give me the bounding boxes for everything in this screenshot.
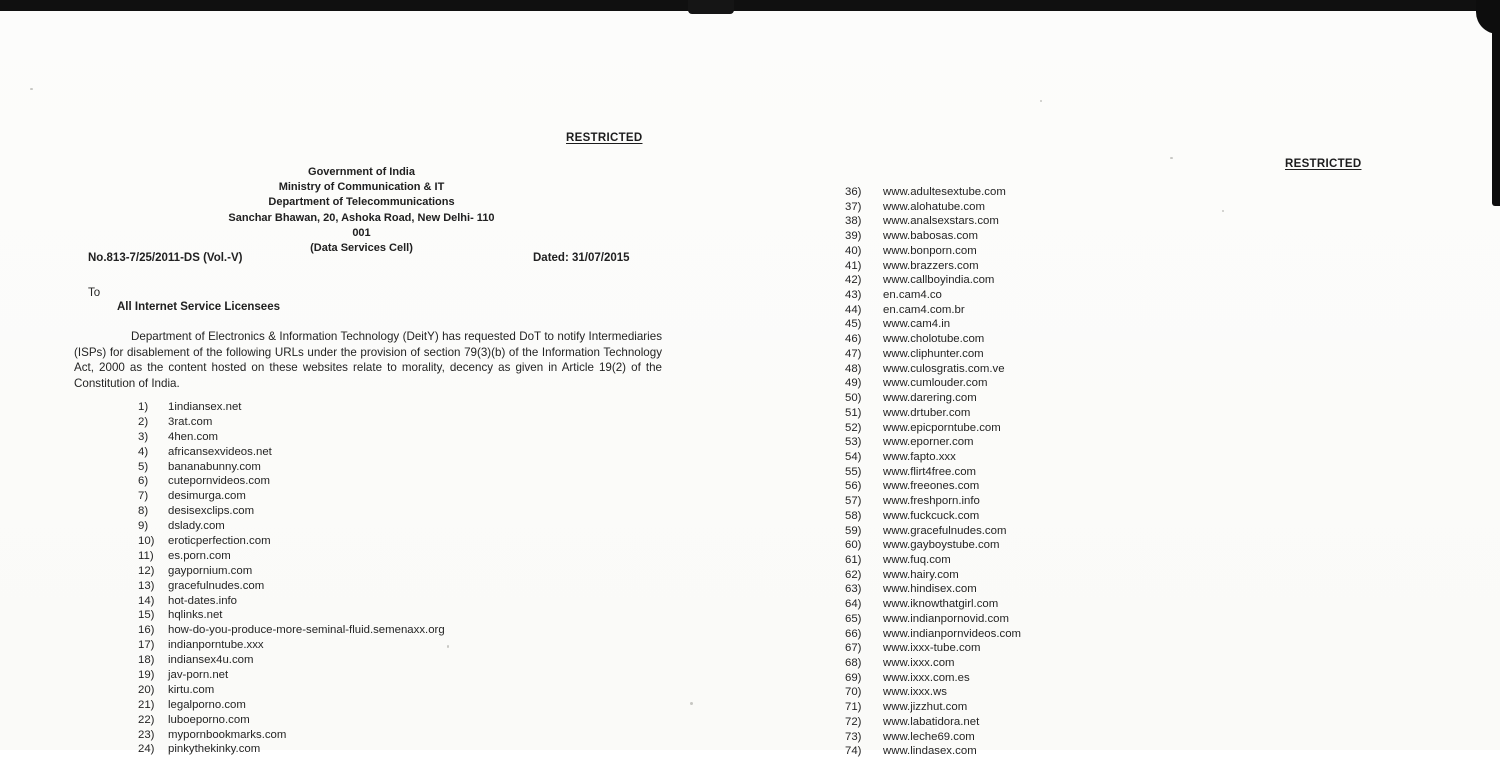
list-item-url: indianporntube.xxx xyxy=(168,639,264,652)
list-item-number: 50) xyxy=(845,392,862,405)
list-item-number: 2) xyxy=(138,415,149,428)
list-item-number: 62) xyxy=(845,568,862,581)
list-item-number: 52) xyxy=(845,421,862,434)
list-item-url: www.gayboystube.com xyxy=(883,539,1000,552)
list-item-number: 7) xyxy=(138,490,149,503)
list-item xyxy=(138,416,658,431)
date-line: Dated: 31/07/2015 xyxy=(533,252,630,264)
list-item xyxy=(845,436,1265,451)
list-item-url: www.analsexstars.com xyxy=(883,215,999,228)
list-item-number: 58) xyxy=(845,509,862,522)
letterhead-line-department: Department of Telecommunications xyxy=(268,196,455,209)
list-item-number: 60) xyxy=(845,539,862,552)
list-item xyxy=(845,642,1265,657)
letterhead-line-ministry: Ministry of Communication & IT xyxy=(278,181,445,194)
list-item-number: 14) xyxy=(138,594,155,607)
list-item xyxy=(845,363,1265,378)
list-item-url: www.ixxx.ws xyxy=(883,686,947,699)
scan-speck xyxy=(690,702,693,705)
list-item-number: 3) xyxy=(138,430,149,443)
list-item-url: www.cam4.in xyxy=(883,318,951,331)
list-item-url: www.leche69.com xyxy=(883,730,975,743)
list-item-number: 56) xyxy=(845,480,862,493)
list-item-url: www.drtuber.com xyxy=(883,406,971,419)
list-item-url: www.gracefulnudes.com xyxy=(883,524,1007,537)
list-item-url: indiansex4u.com xyxy=(168,654,254,667)
list-item-url: es.porn.com xyxy=(168,549,231,562)
list-item-number: 72) xyxy=(845,715,862,728)
list-item-number: 73) xyxy=(845,730,862,743)
list-item-url: www.labatidora.net xyxy=(883,715,980,728)
list-item xyxy=(845,657,1265,672)
list-item xyxy=(845,525,1265,540)
list-item xyxy=(138,624,658,639)
list-item-number: 61) xyxy=(845,553,862,566)
list-item xyxy=(845,466,1265,481)
list-item xyxy=(845,215,1265,230)
list-item-number: 1) xyxy=(138,401,149,413)
list-item-number: 48) xyxy=(845,362,862,375)
list-item-url: www.indianpornvideos.com xyxy=(883,627,1022,640)
list-item-url: legalporno.com xyxy=(168,698,246,711)
list-item-number: 13) xyxy=(138,579,155,592)
list-item-number: 36) xyxy=(845,186,862,198)
list-item xyxy=(845,731,1265,746)
list-item-url: www.hindisex.com xyxy=(883,583,977,596)
list-item xyxy=(845,289,1265,304)
list-item xyxy=(138,505,658,520)
list-item-url: 4hen.com xyxy=(168,430,219,443)
list-item-url: www.fuq.com xyxy=(883,553,951,566)
list-item-url: pinkythekinky.com xyxy=(168,743,261,756)
list-item-number: 16) xyxy=(138,624,155,637)
list-item xyxy=(845,613,1265,628)
list-item-url: luboeporno.com xyxy=(168,713,250,726)
list-item xyxy=(845,422,1265,437)
list-item-url: desimurga.com xyxy=(168,490,246,503)
list-item-url: hqlinks.net xyxy=(168,609,223,622)
list-item-url: 3rat.com xyxy=(168,415,213,428)
list-item-url: www.callboyindia.com xyxy=(883,274,995,287)
list-item-url: www.hairy.com xyxy=(883,568,959,581)
list-item xyxy=(845,569,1265,584)
list-item-number: 42) xyxy=(845,274,862,287)
list-item xyxy=(138,714,658,729)
list-item-url: en.cam4.co xyxy=(883,289,942,302)
list-item xyxy=(138,520,658,535)
list-item-number: 18) xyxy=(138,654,155,667)
list-item-url: www.flirt4free.com xyxy=(883,465,977,478)
list-item xyxy=(138,550,658,565)
list-item-number: 38) xyxy=(845,215,862,228)
list-item xyxy=(845,333,1265,348)
list-item-url: desisexclips.com xyxy=(168,505,255,518)
list-item xyxy=(138,565,658,580)
list-item-number: 69) xyxy=(845,671,862,684)
list-item-number: 44) xyxy=(845,303,862,316)
list-item-url: en.cam4.com.br xyxy=(883,303,965,316)
list-item-url: cutepornvideos.com xyxy=(168,475,270,488)
list-item xyxy=(138,699,658,714)
list-item-number: 53) xyxy=(845,436,862,449)
list-item-url: www.adultesextube.com xyxy=(883,186,1006,198)
list-item xyxy=(138,669,658,684)
list-item xyxy=(138,446,658,461)
list-item-number: 15) xyxy=(138,609,155,622)
list-item xyxy=(845,392,1265,407)
list-item-url: www.indianpornovid.com xyxy=(883,612,1009,625)
list-item-number: 17) xyxy=(138,639,155,652)
list-item xyxy=(845,583,1265,598)
list-item xyxy=(845,745,1265,760)
list-item xyxy=(138,580,658,595)
list-item-number: 5) xyxy=(138,460,149,473)
list-item xyxy=(845,539,1265,554)
scan-speck xyxy=(1170,157,1173,159)
list-item-number: 23) xyxy=(138,728,155,741)
list-item xyxy=(845,628,1265,643)
list-item-number: 59) xyxy=(845,524,862,537)
list-item-url: mypornbookmarks.com xyxy=(168,728,287,741)
list-item-number: 63) xyxy=(845,583,862,596)
list-item-url: www.babosas.com xyxy=(883,230,978,243)
list-item-url: www.freshporn.info xyxy=(883,495,980,508)
list-item-url: africansexvideos.net xyxy=(168,445,272,458)
list-item-number: 37) xyxy=(845,200,862,213)
list-item-url: www.fapto.xxx xyxy=(883,450,956,463)
list-item xyxy=(138,639,658,654)
list-item xyxy=(845,716,1265,731)
list-item-url: www.ixxx.com xyxy=(883,657,955,669)
list-item xyxy=(845,407,1265,422)
list-item-number: 64) xyxy=(845,598,862,611)
list-item-url: gracefulnudes.com xyxy=(168,579,265,592)
letterhead-line-cell: (Data Services Cell) xyxy=(310,242,413,255)
list-item-url: www.jizzhut.com xyxy=(883,701,968,714)
list-item-number: 40) xyxy=(845,244,862,257)
list-item-number: 46) xyxy=(845,333,862,346)
list-item-number: 10) xyxy=(138,535,155,548)
list-item-url: dslady.com xyxy=(168,520,225,533)
list-item-number: 43) xyxy=(845,289,862,302)
list-item xyxy=(845,201,1265,216)
scanner-edge-blob xyxy=(688,0,734,14)
list-item xyxy=(845,348,1265,363)
list-item xyxy=(138,595,658,610)
list-item xyxy=(845,495,1265,510)
list-item xyxy=(138,461,658,476)
list-item xyxy=(845,480,1265,495)
list-item xyxy=(845,701,1265,716)
list-item xyxy=(138,743,658,758)
list-item-number: 4) xyxy=(138,445,149,458)
list-item-number: 11) xyxy=(138,549,154,562)
list-item-number: 21) xyxy=(138,698,155,711)
url-list-page1 xyxy=(138,401,658,758)
classification-stamp-page2: RESTRICTED xyxy=(1285,158,1362,170)
list-item-number: 12) xyxy=(138,564,155,577)
list-item xyxy=(845,377,1265,392)
list-item xyxy=(845,318,1265,333)
list-item-url: eroticperfection.com xyxy=(168,535,271,548)
list-item xyxy=(845,186,1265,201)
list-item-url: www.cholotube.com xyxy=(883,333,985,346)
list-item-url: www.epicporntube.com xyxy=(883,421,1001,434)
list-item xyxy=(845,274,1265,289)
list-item-number: 24) xyxy=(138,743,155,756)
list-item-number: 41) xyxy=(845,259,862,272)
list-item-number: 54) xyxy=(845,450,862,463)
list-item xyxy=(138,401,658,416)
list-item-url: www.freeones.com xyxy=(883,480,980,493)
list-item-number: 55) xyxy=(845,465,862,478)
list-item-number: 66) xyxy=(845,627,862,640)
list-item-number: 39) xyxy=(845,230,862,243)
list-item xyxy=(138,654,658,669)
addressee: All Internet Service Licensees xyxy=(117,301,280,313)
list-item-number: 57) xyxy=(845,495,862,508)
list-item-number: 71) xyxy=(845,701,862,714)
list-item-url: www.darering.com xyxy=(883,392,977,405)
list-item-url: jav-porn.net xyxy=(168,669,229,682)
list-item xyxy=(138,490,658,505)
letterhead-line-govt: Government of India xyxy=(308,166,415,178)
list-item-number: 19) xyxy=(138,669,155,682)
list-item-url: www.alohatube.com xyxy=(883,200,985,213)
list-item xyxy=(845,245,1265,260)
list-item-url: www.lindasex.com xyxy=(883,745,977,758)
scan-speck xyxy=(1040,100,1042,102)
letterhead-line-address: Sanchar Bhawan, 20, Ashoka Road, New Delhi- 110 001 xyxy=(228,211,495,239)
list-item-number: 22) xyxy=(138,713,155,726)
list-item xyxy=(845,304,1265,319)
list-item-number: 67) xyxy=(845,642,862,655)
scanner-edge-right xyxy=(1492,0,1500,206)
scanner-edge-top xyxy=(0,0,1500,11)
letterhead xyxy=(225,165,498,256)
list-item-number: 47) xyxy=(845,347,862,360)
list-item-number: 9) xyxy=(138,520,149,533)
list-item-url: www.eporner.com xyxy=(883,436,974,449)
list-item xyxy=(845,554,1265,569)
list-item xyxy=(845,686,1265,701)
list-item-url: 1indiansex.net xyxy=(168,401,242,413)
list-item-url: bananabunny.com xyxy=(168,460,261,473)
classification-stamp-page1: RESTRICTED xyxy=(566,132,643,144)
list-item-number: 51) xyxy=(845,406,862,419)
list-item-number: 70) xyxy=(845,686,862,699)
body-paragraph: Department of Electronics & Information Technology (DeitY) has requested DoT to notify Intermediaries (ISPs) for disablement of the following URLs under the provision of section 79(3)(b) of the Information Technology Act, 2000 as the content hosted on these websites relate to morality, decency as given in Article 19(2) of the Constitution of India. xyxy=(74,330,662,391)
list-item-url: www.brazzers.com xyxy=(883,259,979,272)
list-item-url: www.cumlouder.com xyxy=(883,377,988,390)
salutation: To xyxy=(88,287,101,299)
scan-speck xyxy=(30,88,33,90)
list-item-number: 8) xyxy=(138,505,149,518)
list-item-url: www.iknowthatgirl.com xyxy=(883,598,999,611)
url-list-page2 xyxy=(845,186,1265,760)
list-item xyxy=(138,535,658,550)
list-item xyxy=(845,510,1265,525)
list-item-number: 65) xyxy=(845,612,862,625)
list-item xyxy=(138,684,658,699)
list-item-number: 45) xyxy=(845,318,862,331)
list-item xyxy=(845,672,1265,687)
list-item xyxy=(845,260,1265,275)
list-item xyxy=(845,451,1265,466)
list-item-number: 49) xyxy=(845,377,862,390)
list-item-number: 74) xyxy=(845,745,862,758)
reference-number: No.813-7/25/2011-DS (Vol.-V) xyxy=(88,252,243,264)
list-item-url: www.ixxx-tube.com xyxy=(883,642,981,655)
list-item-url: www.culosgratis.com.ve xyxy=(883,362,1005,375)
list-item-url: www.cliphunter.com xyxy=(883,347,984,360)
list-item xyxy=(138,729,658,744)
list-item-number: 6) xyxy=(138,475,149,488)
list-item-url: kirtu.com xyxy=(168,683,215,696)
list-item xyxy=(138,475,658,490)
list-item-url: www.ixxx.com.es xyxy=(883,671,970,684)
list-item xyxy=(845,230,1265,245)
list-item-url: www.fuckcuck.com xyxy=(883,509,980,522)
list-item-url: www.bonporn.com xyxy=(883,244,977,257)
list-item-url: how-do-you-produce-more-seminal-fluid.semenaxx.org xyxy=(168,624,445,637)
list-item xyxy=(138,431,658,446)
list-item xyxy=(138,609,658,624)
list-item-url: hot-dates.info xyxy=(168,594,238,607)
list-item xyxy=(845,598,1265,613)
list-item-number: 20) xyxy=(138,683,155,696)
list-item-url: gaypornium.com xyxy=(168,564,253,577)
list-item-number: 68) xyxy=(845,657,862,669)
